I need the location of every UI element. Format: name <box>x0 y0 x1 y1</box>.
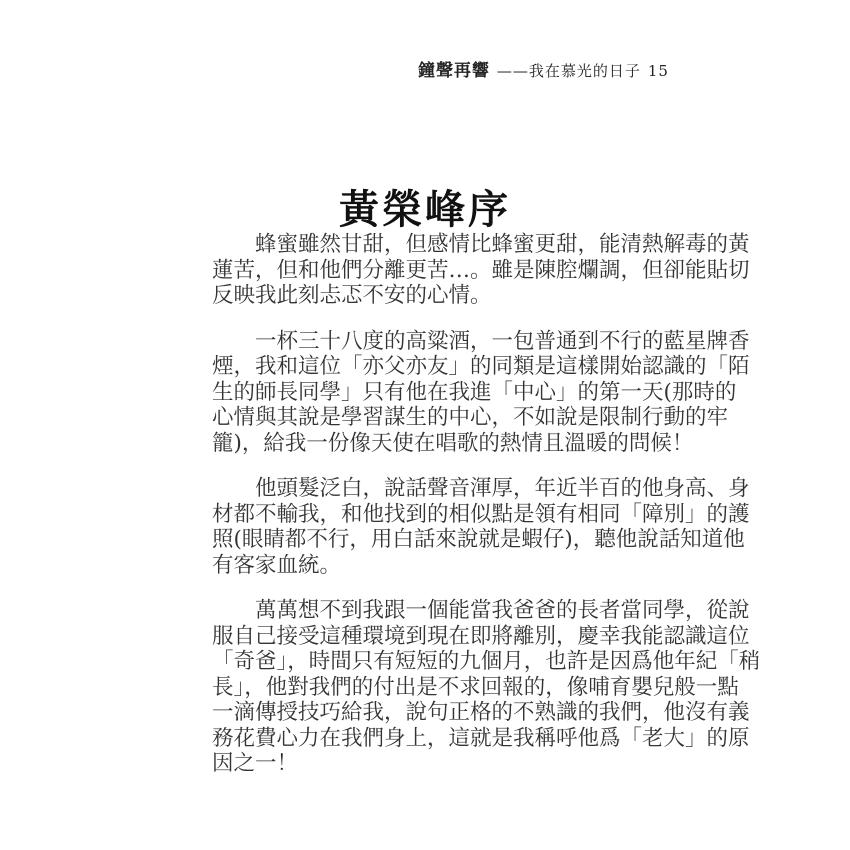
text-line: 反映我此刻忐忑不安的心情。 <box>212 283 492 308</box>
text-line: 一杯三十八度的高粱酒，一包普通到不行的藍星牌香 <box>212 328 750 354</box>
paragraph <box>212 598 761 777</box>
text-line: 長」，他對我們的付出是不求回報的，像哺育嬰兒般一點 <box>212 674 739 700</box>
text-line: 照(眼睛都不行，用白話來說就是蝦仔)，聽他說話知道他 <box>212 527 745 552</box>
text-line: 因之一！ <box>212 751 299 776</box>
page-number: 15 <box>647 62 669 80</box>
text-line: 務花費心力在我們身上，這就是我稱呼他爲「老大」的原 <box>212 725 750 751</box>
text-line: 生的師長同學」只有他在我進「中心」的第一天(那時的 <box>212 379 737 405</box>
book-title: 鐘聲再響 <box>418 61 490 81</box>
text-line: 籠)，給我一份像天使在唱歌的熱情且溫暖的問候！ <box>212 430 694 456</box>
text-line: 萬萬想不到我跟一個能當我爸爸的長者當同學，從說 <box>212 598 750 623</box>
text-line: 服自己接受這種環境到現在即將離別，慶幸我能認識這位 <box>212 623 750 649</box>
text-line: 蜂蜜雖然甘甜，但感情比蜂蜜更甜，能清熱解毒的黃 <box>212 232 750 257</box>
text-line: 有客家血統。 <box>212 552 342 578</box>
paragraph <box>212 328 750 457</box>
text-line: 心情與其說是學習謀生的中心，不如說是限制行動的牢 <box>212 405 729 430</box>
paragraph <box>212 476 750 578</box>
paragraph <box>212 232 750 309</box>
body-text <box>212 232 761 797</box>
text-line: 「奇爸」，時間只有短短的九個月，也許是因爲他年紀「稍 <box>212 649 761 674</box>
running-header <box>418 56 668 81</box>
book-subtitle: ——我在慕光的日子 <box>496 62 641 80</box>
text-line: 蓮苦，但和他們分離更苦…。雖是陳腔爛調，但卻能貼切 <box>212 257 750 283</box>
text-line: 煙，我和這位「亦父亦友」的同類是這樣開始認識的「陌 <box>212 354 750 379</box>
chapter-title: 黃榮峰序 <box>339 186 511 233</box>
text-line: 他頭髮泛白，說話聲音渾厚，年近半百的他身高、身 <box>212 476 750 501</box>
text-line: 一滴傳授技巧給我，說句正格的不熟識的我們，他沒有義 <box>212 700 750 725</box>
text-line: 材都不輸我，和他找到的相似點是領有相同「障別」的護 <box>212 501 750 527</box>
